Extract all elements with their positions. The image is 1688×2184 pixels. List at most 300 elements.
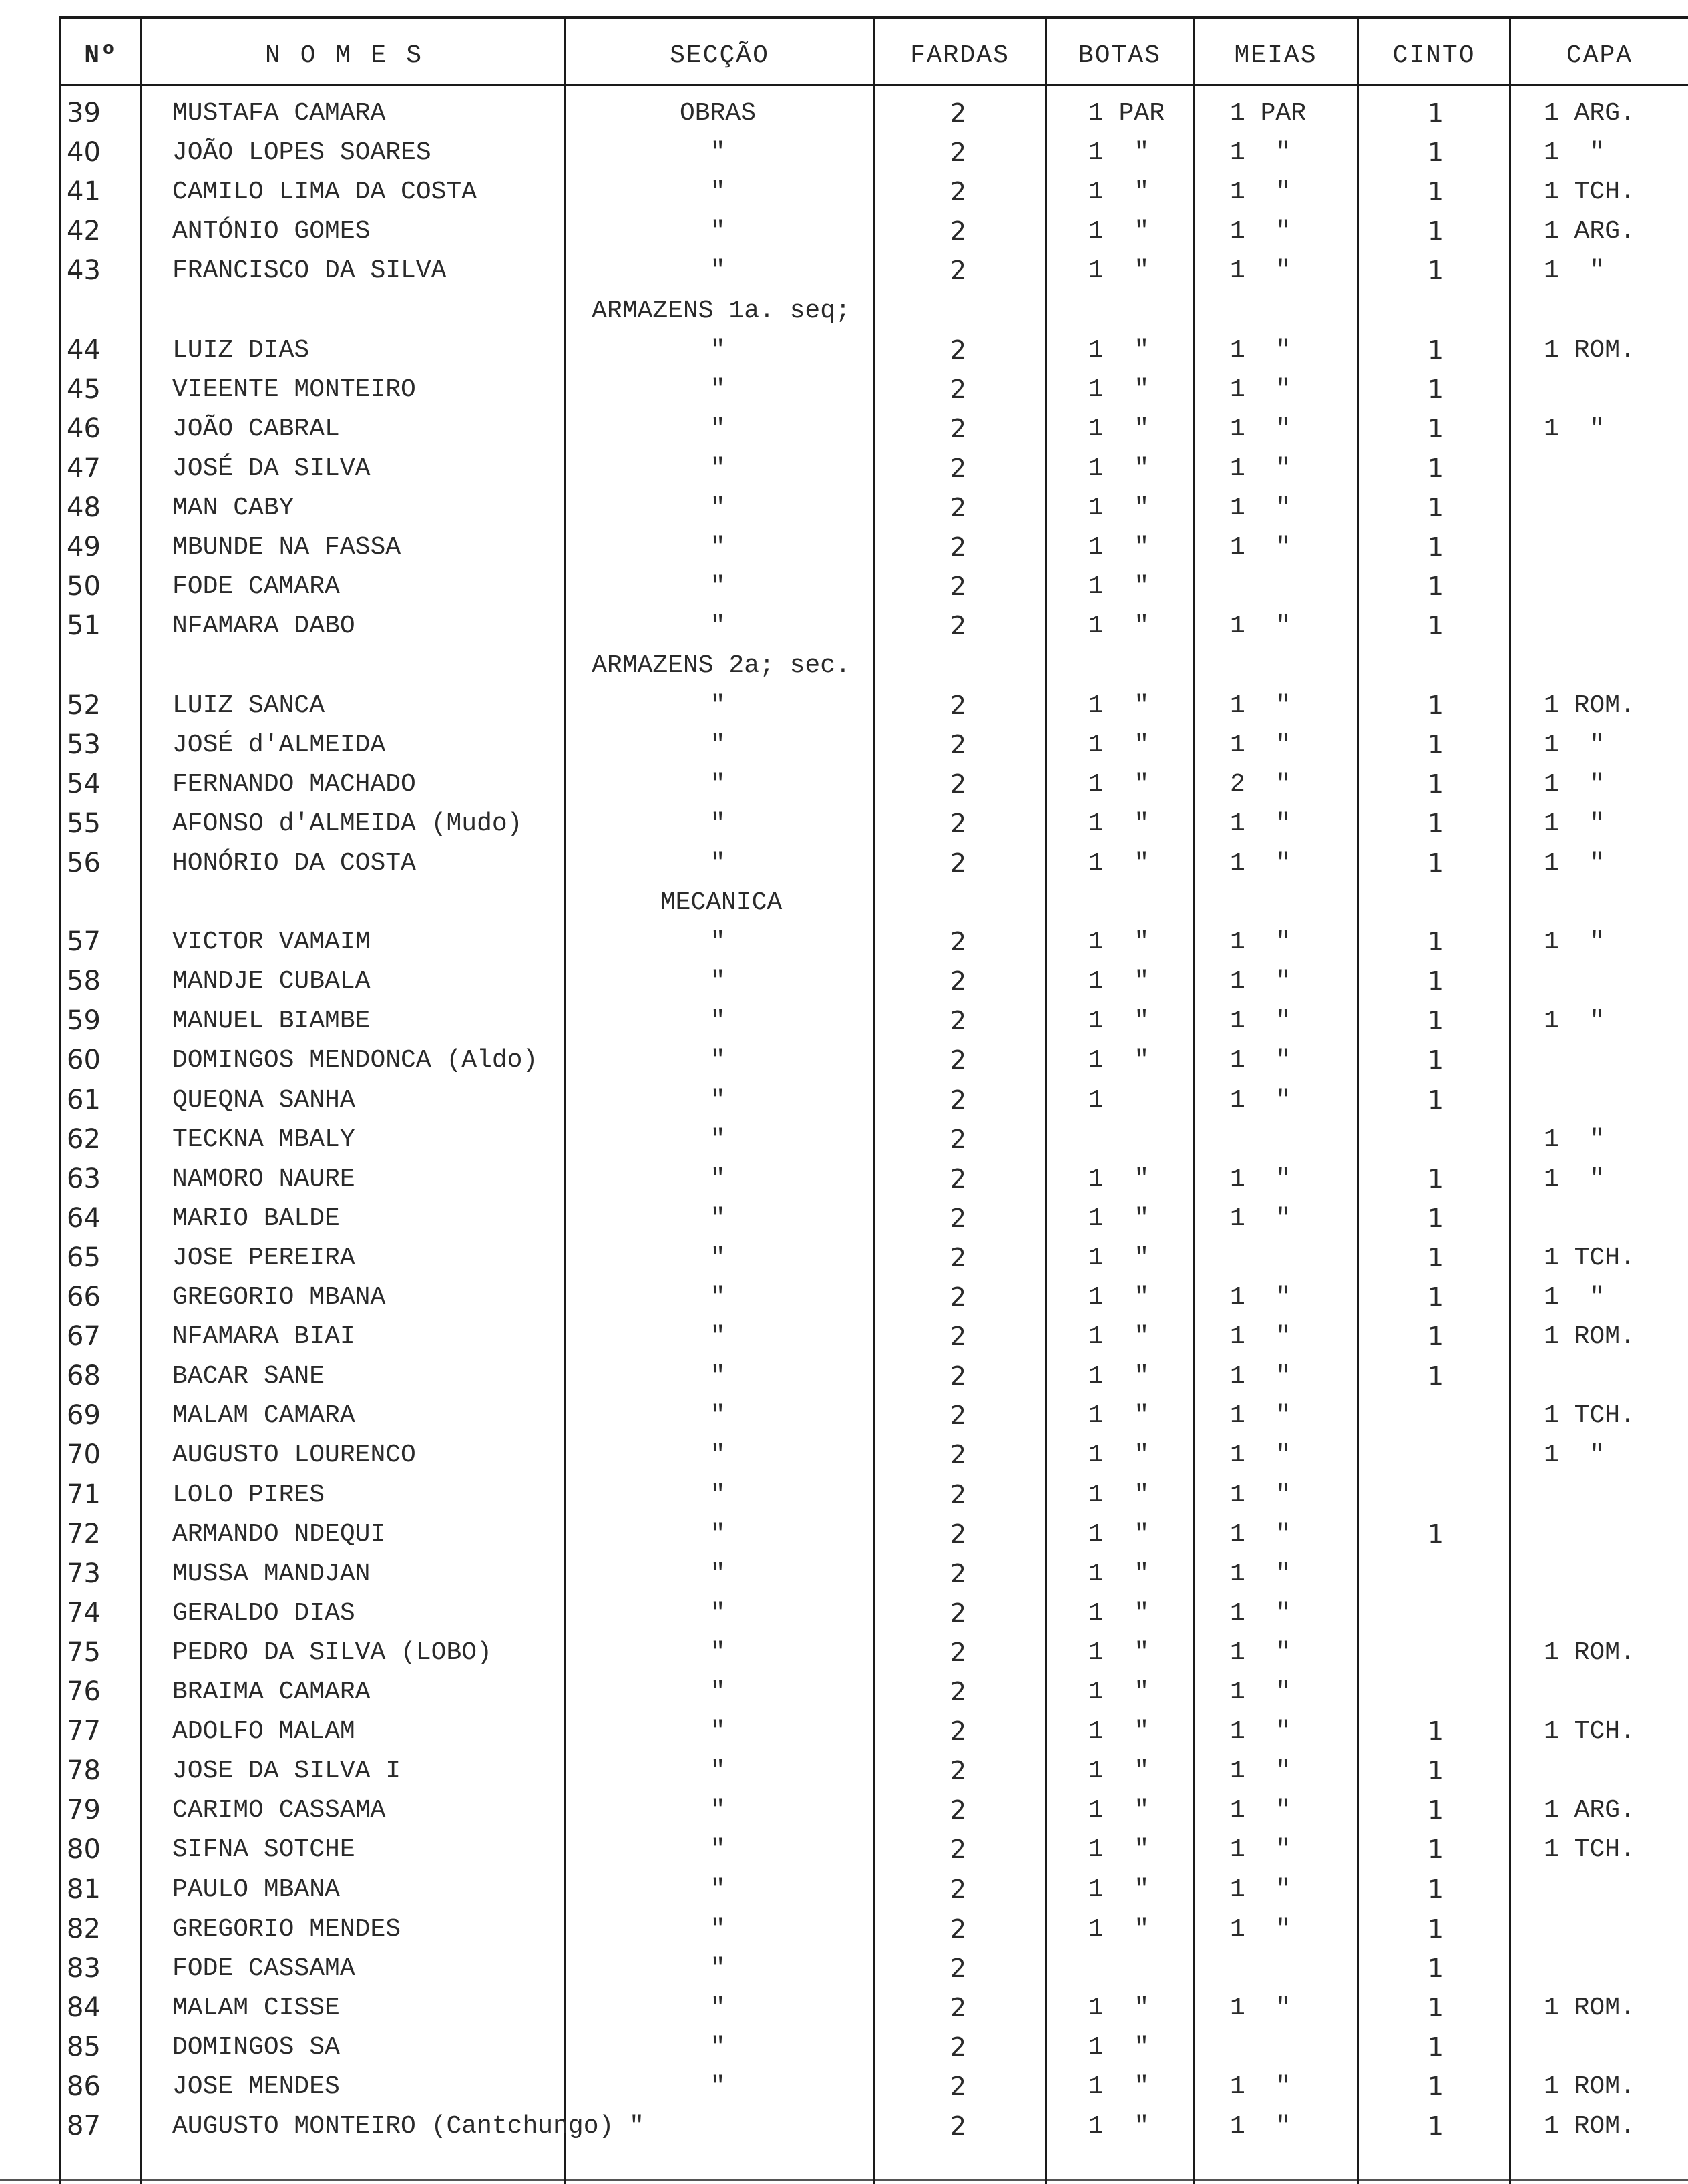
entry-botas: 1 " <box>1088 494 1150 522</box>
table-row <box>0 1751 1688 1791</box>
table-row <box>0 1594 1688 1633</box>
entry-meias: 1 " <box>1230 1638 1291 1667</box>
entry-cinto: 1 <box>1427 611 1444 641</box>
entry-number: 87 <box>67 2111 101 2141</box>
entry-meias: 1 " <box>1230 1007 1291 1035</box>
section-heading-row <box>0 883 1688 922</box>
entry-capa: 1 " <box>1544 809 1605 838</box>
entry-meias: 1 " <box>1230 533 1291 562</box>
table-row <box>0 1870 1688 1909</box>
entry-cinto: 1 <box>1427 98 1444 128</box>
entry-seccao: " <box>710 1915 726 1944</box>
entry-seccao: " <box>710 1046 726 1075</box>
entry-name: JOSE DA SILVA I <box>172 1757 401 1785</box>
entry-number: 74 <box>67 1598 101 1628</box>
entry-fardas: 2 <box>950 1795 967 1825</box>
entry-botas: 1 " <box>1088 1441 1150 1469</box>
entry-botas: 1 " <box>1088 375 1150 404</box>
table-row <box>0 1001 1688 1041</box>
entry-botas: 1 " <box>1088 217 1150 246</box>
entry-name: BRAIMA CAMARA <box>172 1678 371 1706</box>
table-row <box>0 1120 1688 1159</box>
table-row <box>0 725 1688 765</box>
entry-seccao: " <box>710 809 726 838</box>
entry-name: AFONSO d'ALMEIDA (Mudo) <box>172 809 523 838</box>
entry-number: 84 <box>67 1992 101 2023</box>
entry-capa: 1 " <box>1544 415 1605 443</box>
entry-number: 46 <box>67 413 101 444</box>
entry-botas: 1 " <box>1088 1678 1150 1706</box>
table-row <box>0 331 1688 370</box>
entry-botas: 1 " <box>1088 967 1150 996</box>
entry-cinto <box>1362 1594 1509 1633</box>
entry-number: 39 <box>67 98 101 128</box>
entry-fardas: 2 <box>950 1440 967 1469</box>
entry-botas: 1 " <box>1088 1875 1150 1904</box>
header-capa: CAPA <box>1566 41 1633 70</box>
entry-fardas: 2 <box>950 1638 967 1667</box>
entry-botas: 1 " <box>1088 1796 1150 1825</box>
entry-cinto: 1 <box>1427 1954 1444 1983</box>
entry-meias: 1 " <box>1230 1560 1291 1588</box>
entry-cinto: 1 <box>1427 927 1444 956</box>
table-row <box>0 1317 1688 1356</box>
entry-cinto: 1 <box>1427 414 1444 443</box>
entry-fardas: 2 <box>950 1519 967 1549</box>
entry-name: AUGUSTO MONTEIRO (Cantchungo) " <box>172 2112 644 2141</box>
table-row <box>0 409 1688 449</box>
table-row <box>0 804 1688 844</box>
entry-fardas: 2 <box>950 414 967 443</box>
entry-cinto: 1 <box>1427 1006 1444 1035</box>
table-row <box>0 1988 1688 2028</box>
entry-fardas: 2 <box>950 2032 967 2062</box>
entry-botas: 1 " <box>1088 928 1150 956</box>
entry-fardas: 2 <box>950 256 967 285</box>
entry-name: JOÃO LOPES SOARES <box>172 138 431 167</box>
entry-name: MUSTAFA CAMARA <box>172 99 386 128</box>
table-row <box>0 1396 1688 1435</box>
entry-fardas: 2 <box>950 966 967 996</box>
entry-capa: 1 ROM. <box>1544 2112 1635 2141</box>
entry-name: NAMORO NAURE <box>172 1165 355 1194</box>
entry-name: PAULO MBANA <box>172 1875 340 1904</box>
entry-meias: 1 " <box>1230 1796 1291 1825</box>
entry-botas: 1 " <box>1088 1007 1150 1035</box>
entry-botas: 1 PAR <box>1088 99 1165 128</box>
table-row <box>0 1081 1688 1120</box>
table-row <box>0 1791 1688 1830</box>
entry-meias: 1 " <box>1230 691 1291 720</box>
entry-seccao: " <box>710 1520 726 1549</box>
entry-botas: 1 " <box>1088 1046 1150 1075</box>
entry-seccao: " <box>710 1796 726 1825</box>
entry-name: LOLO PIRES <box>172 1481 325 1509</box>
entry-number: 41 <box>67 176 101 207</box>
header-botas: BOTAS <box>1078 41 1162 70</box>
entry-fardas: 2 <box>950 1164 967 1194</box>
entry-cinto: 1 <box>1427 1914 1444 1944</box>
entry-meias: 1 " <box>1230 967 1291 996</box>
entry-botas: 1 " <box>1088 1717 1150 1746</box>
entry-meias: 1 " <box>1230 2072 1291 2101</box>
table-row <box>0 449 1688 488</box>
entry-botas: 1 " <box>1088 138 1150 167</box>
entry-meias: 1 " <box>1230 1678 1291 1706</box>
entry-cinto: 1 <box>1427 1322 1444 1351</box>
entry-cinto: 1 <box>1427 1164 1444 1194</box>
entry-cinto <box>1362 1475 1509 1515</box>
entry-cinto <box>1362 1672 1509 1712</box>
entry-fardas: 2 <box>950 216 967 246</box>
entry-fardas: 2 <box>950 1243 967 1272</box>
table-row <box>0 1633 1688 1672</box>
entry-number: 53 <box>67 729 101 760</box>
entry-number: 49 <box>67 532 101 562</box>
entry-seccao: " <box>710 967 726 996</box>
entry-botas: 1 " <box>1088 1362 1150 1391</box>
entry-fardas: 2 <box>950 1401 967 1430</box>
entry-meias: 1 " <box>1230 178 1291 206</box>
entry-cinto: 1 <box>1427 532 1444 562</box>
entry-number: 77 <box>67 1716 101 1747</box>
entry-cinto: 1 <box>1427 1875 1444 1904</box>
entry-seccao: " <box>710 731 726 759</box>
header-no: Nº <box>84 41 118 70</box>
entry-fardas: 2 <box>950 769 967 799</box>
header-seccao: SECÇÃO <box>670 41 769 70</box>
entry-meias: 1 " <box>1230 928 1291 956</box>
entry-name: MARIO BALDE <box>172 1204 340 1233</box>
entry-seccao <box>568 2107 868 2146</box>
entry-number: 83 <box>67 1953 101 1984</box>
entry-seccao: " <box>710 178 726 206</box>
entry-fardas: 2 <box>950 1677 967 1706</box>
table-row <box>0 1515 1688 1554</box>
table-row <box>0 2067 1688 2107</box>
entry-meias: 1 " <box>1230 375 1291 404</box>
entry-meias: 1 " <box>1230 1362 1291 1391</box>
entry-botas: 1 " <box>1088 178 1150 206</box>
entry-seccao: " <box>710 494 726 522</box>
entry-seccao: " <box>710 691 726 720</box>
entry-meias: 1 " <box>1230 1599 1291 1628</box>
entry-meias: 1 " <box>1230 1994 1291 2022</box>
entry-meias: 1 " <box>1230 1441 1291 1469</box>
entry-fardas: 2 <box>950 1993 967 2022</box>
entry-number: 50 <box>67 571 101 602</box>
table-row <box>0 1475 1688 1515</box>
section-heading-row <box>0 291 1688 331</box>
entry-cinto: 1 <box>1427 1519 1444 1549</box>
entry-seccao: " <box>710 928 726 956</box>
entry-number: 55 <box>67 808 101 839</box>
entry-fardas: 2 <box>950 1756 967 1785</box>
header-fardas: FARDAS <box>910 41 1010 70</box>
entry-botas: 1 " <box>1088 1638 1150 1667</box>
entry-name: SIFNA SOTCHE <box>172 1835 355 1864</box>
table-row <box>0 1041 1688 1080</box>
entry-fardas: 2 <box>950 493 967 522</box>
entry-number: 76 <box>67 1676 101 1707</box>
entry-name: MALAM CAMARA <box>172 1401 355 1430</box>
entry-number: 59 <box>67 1005 101 1036</box>
entry-seccao: " <box>710 1481 726 1509</box>
entry-name: FERNANDO MACHADO <box>172 770 416 799</box>
entry-botas: 1 " <box>1088 2072 1150 2101</box>
entry-cinto: 1 <box>1427 1993 1444 2022</box>
entry-capa: 1 ROM. <box>1544 1322 1635 1351</box>
entry-seccao: " <box>710 849 726 878</box>
entry-cinto: 1 <box>1427 2111 1444 2141</box>
entry-capa: 1 TCH. <box>1544 1244 1635 1272</box>
entry-number: 63 <box>67 1163 101 1194</box>
entry-fardas: 2 <box>950 809 967 838</box>
entry-number: 71 <box>67 1479 101 1510</box>
entry-meias: 1 " <box>1230 1835 1291 1864</box>
entry-cinto: 1 <box>1427 1085 1444 1115</box>
entry-cinto: 1 <box>1427 177 1444 206</box>
entry-name: MANUEL BIAMBE <box>172 1007 371 1035</box>
table-row <box>0 2028 1688 2067</box>
entry-fardas: 2 <box>950 453 967 483</box>
table-row <box>0 1672 1688 1712</box>
entry-meias: 1 " <box>1230 1717 1291 1746</box>
entry-meias: 1 " <box>1230 1165 1291 1194</box>
entry-fardas: 2 <box>950 1361 967 1391</box>
table-row <box>0 370 1688 409</box>
entry-fardas: 2 <box>950 1875 967 1904</box>
entry-number: 54 <box>67 769 101 799</box>
table-row <box>0 212 1688 251</box>
entry-capa: 1 ROM. <box>1544 2072 1635 2101</box>
entry-name: FRANCISCO DA SILVA <box>172 256 447 285</box>
entry-cinto: 1 <box>1427 138 1444 167</box>
entry-capa: 1 TCH. <box>1544 1401 1635 1430</box>
entry-cinto: 1 <box>1427 2032 1444 2062</box>
entry-capa: 1 ROM. <box>1544 691 1635 720</box>
entry-cinto: 1 <box>1427 1716 1444 1746</box>
entry-seccao: " <box>710 2072 726 2101</box>
entry-name: JOSÉ d'ALMEIDA <box>172 731 386 759</box>
bottom-rule <box>0 2179 1688 2181</box>
entry-meias: 1 " <box>1230 849 1291 878</box>
table-row <box>0 1949 1688 1988</box>
entry-number: 57 <box>67 926 101 957</box>
table-row <box>0 1435 1688 1475</box>
entry-fardas: 2 <box>950 98 967 128</box>
entry-seccao: " <box>710 1244 726 1272</box>
entry-cinto <box>1362 1554 1509 1594</box>
entry-number: 51 <box>67 610 101 641</box>
entry-capa: 1 " <box>1544 1165 1605 1194</box>
entry-fardas: 2 <box>950 848 967 878</box>
entry-number: 80 <box>67 1834 101 1865</box>
entry-capa: 1 " <box>1544 731 1605 759</box>
entry-name: JOSÉ DA SILVA <box>172 454 371 483</box>
table-row <box>0 172 1688 212</box>
entry-capa: 1 " <box>1544 928 1605 956</box>
entry-name: MBUNDE NA FASSA <box>172 533 401 562</box>
entry-name: CAMILO LIMA DA COSTA <box>172 178 477 206</box>
entry-seccao: " <box>710 1204 726 1233</box>
table-row <box>0 567 1688 606</box>
entry-number: 70 <box>67 1439 101 1470</box>
entry-seccao: OBRAS <box>679 99 757 128</box>
entry-capa: 1 " <box>1544 849 1605 878</box>
entry-capa: 1 TCH. <box>1544 1835 1635 1864</box>
entry-meias: 1 " <box>1230 1875 1291 1904</box>
entry-seccao: " <box>710 1994 726 2022</box>
entry-name: FODE CASSAMA <box>172 1954 355 1983</box>
entry-number: 45 <box>67 374 101 405</box>
entry-cinto: 1 <box>1427 966 1444 996</box>
entry-name: MUSSA MANDJAN <box>172 1560 371 1588</box>
table-row <box>0 1356 1688 1396</box>
entry-number: 68 <box>67 1360 101 1391</box>
entry-cinto: 1 <box>1427 335 1444 365</box>
entry-number: 86 <box>67 2071 101 2102</box>
entry-seccao: " <box>710 1678 726 1706</box>
entry-fardas: 2 <box>950 1914 967 1944</box>
entry-botas: 1 " <box>1088 415 1150 443</box>
entry-name: VICTOR VAMAIM <box>172 928 371 956</box>
entry-seccao: " <box>710 454 726 483</box>
entry-meias: 1 " <box>1230 1204 1291 1233</box>
entry-fardas: 2 <box>950 927 967 956</box>
entry-seccao: " <box>710 770 726 799</box>
entry-meias: 1 " <box>1230 336 1291 365</box>
section-heading: MECANICA <box>660 888 783 917</box>
entry-cinto: 1 <box>1427 1045 1444 1075</box>
entry-botas: 1 " <box>1088 1994 1150 2022</box>
entry-seccao: " <box>710 1875 726 1904</box>
table-row <box>0 765 1688 804</box>
entry-botas: 1 " <box>1088 454 1150 483</box>
entry-fardas: 2 <box>950 1322 967 1351</box>
entry-seccao: " <box>710 1717 726 1746</box>
entry-botas: 1 " <box>1088 1204 1150 1233</box>
entry-meias: 1 PAR <box>1230 99 1307 128</box>
entry-fardas: 2 <box>950 572 967 601</box>
entry-name: VIEENTE MONTEIRO <box>172 375 416 404</box>
table-row <box>0 94 1688 133</box>
entry-name: MAN CABY <box>172 494 294 522</box>
entry-name: GERALDO DIAS <box>172 1599 355 1628</box>
entry-fardas: 2 <box>950 1006 967 1035</box>
entry-botas: 1 " <box>1088 1244 1150 1272</box>
entry-botas: 1 " <box>1088 1165 1150 1194</box>
header-cinto: CINTO <box>1392 41 1476 70</box>
table-row <box>0 2107 1688 2146</box>
entry-seccao: " <box>710 1283 726 1312</box>
entry-number: 66 <box>67 1282 101 1312</box>
entry-seccao: " <box>710 2033 726 2062</box>
entry-seccao: " <box>710 1835 726 1864</box>
entry-number: 64 <box>67 1203 101 1234</box>
entry-number: 42 <box>67 216 101 246</box>
entry-botas: 1 <box>1088 1086 1104 1115</box>
entry-seccao: " <box>710 217 726 246</box>
entry-seccao: " <box>710 1362 726 1391</box>
table-row <box>0 1830 1688 1869</box>
entry-cinto: 1 <box>1427 216 1444 246</box>
table-row <box>0 1199 1688 1238</box>
entry-capa: 1 ROM. <box>1544 1994 1635 2022</box>
entry-fardas: 2 <box>950 2111 967 2141</box>
entry-seccao: " <box>710 1560 726 1588</box>
entry-fardas: 2 <box>950 611 967 641</box>
entry-cinto: 1 <box>1427 730 1444 759</box>
entry-capa: 1 " <box>1544 138 1605 167</box>
entry-botas: 1 " <box>1088 770 1150 799</box>
entry-meias: 1 " <box>1230 612 1291 641</box>
entry-number: 62 <box>67 1124 101 1155</box>
entry-number: 82 <box>67 1914 101 1944</box>
entry-name: CARIMO CASSAMA <box>172 1796 386 1825</box>
section-heading: ARMAZENS 2a; sec. <box>592 651 851 680</box>
entry-name: FODE CAMARA <box>172 572 340 601</box>
table-row <box>0 1238 1688 1278</box>
entry-meias: 1 " <box>1230 1046 1291 1075</box>
entry-name: MANDJE CUBALA <box>172 967 371 996</box>
entry-number: 44 <box>67 335 101 365</box>
entry-fardas: 2 <box>950 1125 967 1154</box>
entry-cinto: 1 <box>1427 256 1444 285</box>
entry-number: 79 <box>67 1795 101 1825</box>
entry-name: DOMINGOS SA <box>172 2033 340 2062</box>
entry-seccao: " <box>710 336 726 365</box>
entry-fardas: 2 <box>950 1085 967 1115</box>
entry-capa: 1 " <box>1544 256 1605 285</box>
entry-meias: 1 " <box>1230 1757 1291 1785</box>
entry-number: 43 <box>67 255 101 286</box>
entry-meias: 2 " <box>1230 770 1291 799</box>
table-row <box>0 1554 1688 1594</box>
entry-name: NFAMARA DABO <box>172 612 355 641</box>
entry-botas: 1 " <box>1088 256 1150 285</box>
entry-meias: 1 " <box>1230 731 1291 759</box>
entry-number: 78 <box>67 1755 101 1786</box>
entry-fardas: 2 <box>950 177 967 206</box>
entry-fardas: 2 <box>950 1954 967 1983</box>
entry-meias: 1 " <box>1230 138 1291 167</box>
section-heading: ARMAZENS 1a. seq; <box>592 297 851 325</box>
entry-fardas: 2 <box>950 1835 967 1864</box>
entry-fardas: 2 <box>950 691 967 720</box>
entry-cinto: 1 <box>1427 453 1444 483</box>
entry-cinto: 1 <box>1427 848 1444 878</box>
entry-name: MALAM CISSE <box>172 1994 340 2022</box>
entry-name: GREGORIO MENDES <box>172 1915 401 1944</box>
entry-seccao: " <box>710 1954 726 1983</box>
entry-cinto: 1 <box>1427 1243 1444 1272</box>
entry-meias: 1 " <box>1230 494 1291 522</box>
entry-fardas: 2 <box>950 1204 967 1233</box>
entry-botas: 1 " <box>1088 572 1150 601</box>
entry-seccao: " <box>710 1322 726 1351</box>
entry-fardas: 2 <box>950 1282 967 1312</box>
section-heading-row <box>0 646 1688 685</box>
entry-botas: 1 " <box>1088 1599 1150 1628</box>
entry-cinto: 1 <box>1427 691 1444 720</box>
entry-name: HONÓRIO DA COSTA <box>172 849 416 878</box>
table-row <box>0 251 1688 291</box>
entry-number: 56 <box>67 848 101 878</box>
table-row <box>0 1278 1688 1317</box>
table-row <box>0 1909 1688 1949</box>
table-row <box>0 922 1688 962</box>
